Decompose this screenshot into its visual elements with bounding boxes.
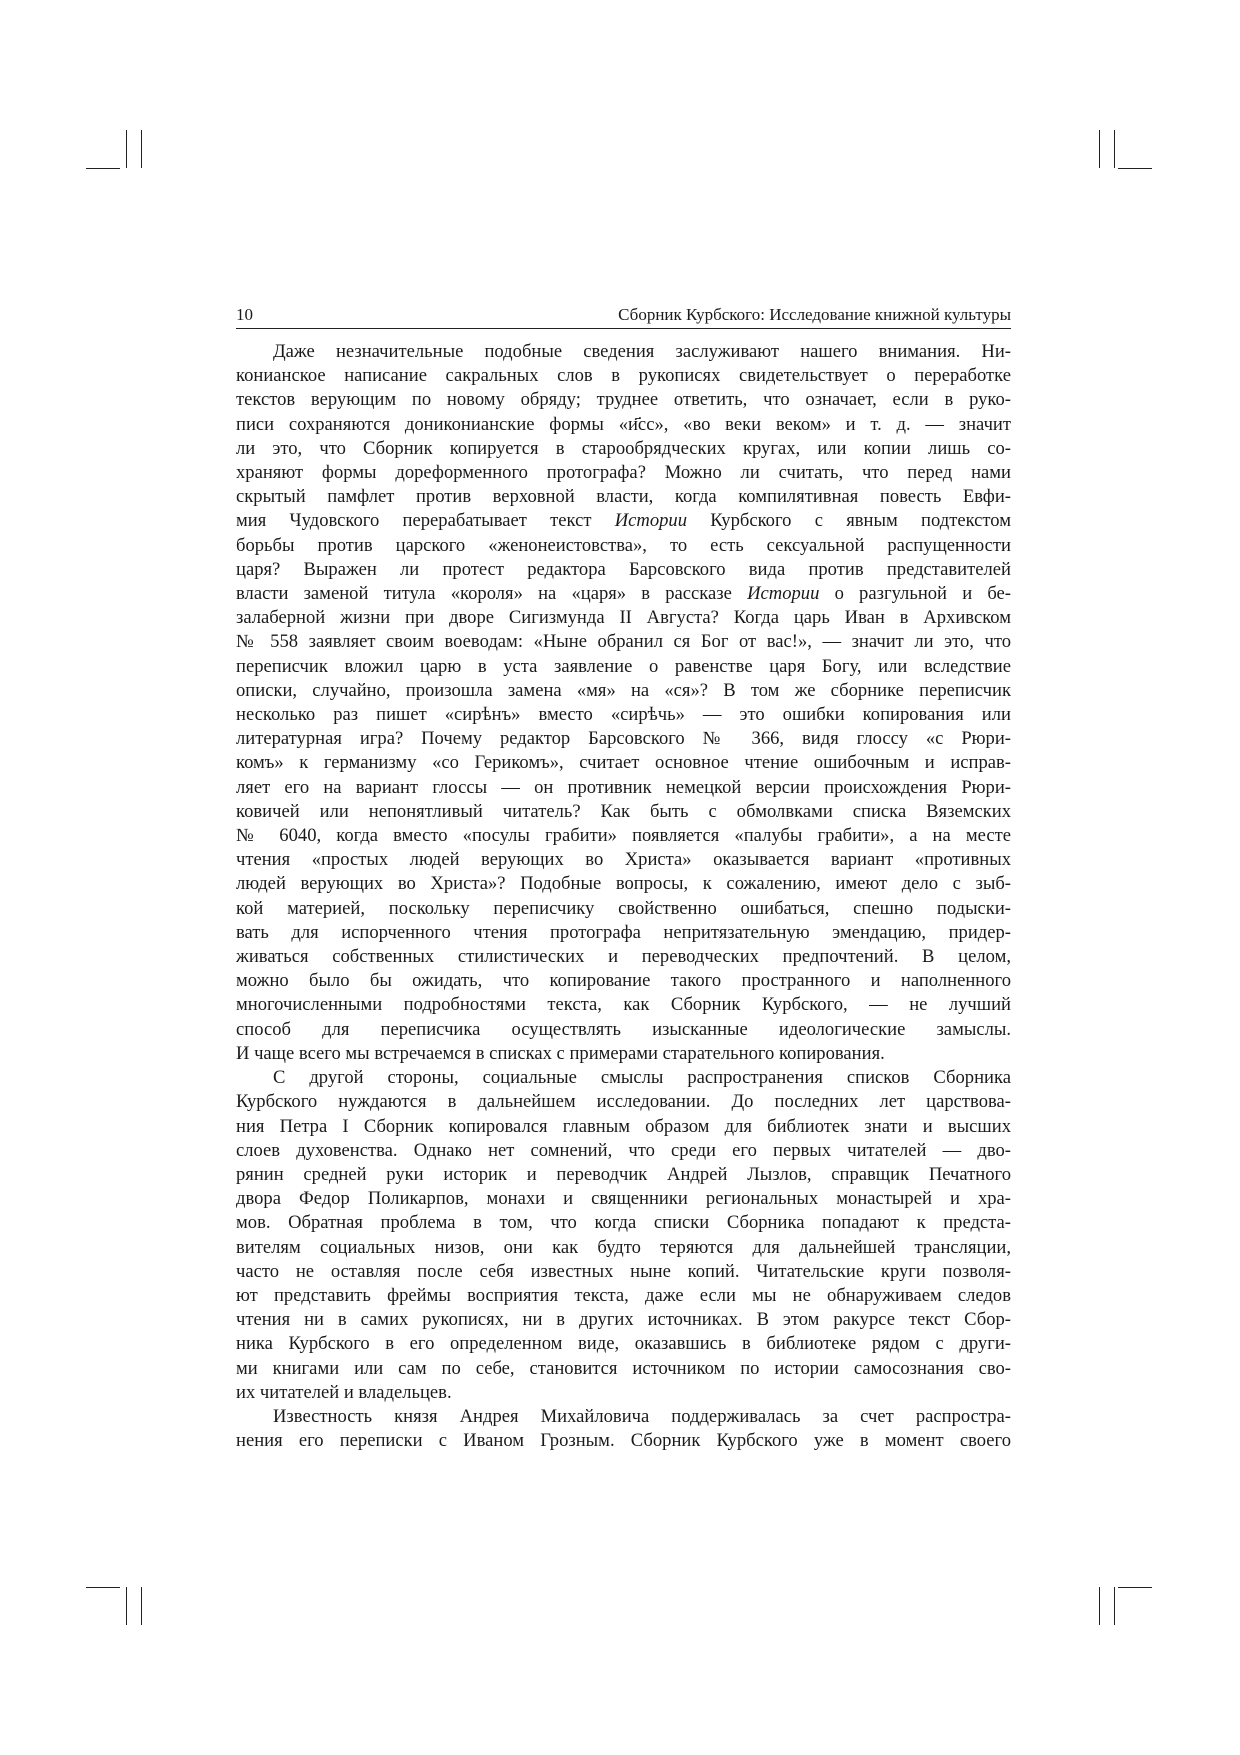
page-number: 10 — [236, 305, 253, 324]
text-line: комъ» к германизму «со Герикомъ», считает основное чтение ошибочным и исправ- — [236, 752, 1011, 774]
text-line: многочисленными подробностями текста, как Сборник Курбского, — не лучший — [236, 994, 1011, 1016]
text-line: борьбы против царского «женонеистовства», то есть сексуальной распущенности — [236, 534, 1011, 556]
crop-mark-bottom-left-h — [86, 1587, 120, 1588]
text-line: ли это, что Сборник копируется в старообрядческих кругах, или копии лишь со- — [236, 437, 1011, 459]
text-line: ют представить фреймы восприятия текста, даже если мы не обнаруживаем следов — [236, 1284, 1011, 1306]
paragraph — [236, 1405, 1011, 1453]
crop-mark-top-left-v2 — [141, 130, 142, 168]
text-line: мов. Обратная проблема в том, что когда списки Сборника попадают к предста- — [236, 1212, 1011, 1234]
text-line: конианское написание сакральных слов в рукописях свидетельствует о переработке — [236, 365, 1011, 387]
text-line: нения его переписки с Иваном Грозным. Сборник Курбского уже в момент своего — [236, 1430, 1011, 1452]
running-title: Сборник Курбского: Исследование книжной культуры — [618, 305, 1011, 324]
text-line: ния Петра I Сборник копировался главным образом для библиотек знати и высших — [236, 1115, 1011, 1137]
text-line: текстов верующим по новому обряду; труднее ответить, что означает, если в руко- — [236, 389, 1011, 411]
text-line: часто не оставляя после себя известных ныне копий. Читательские круги позволя- — [236, 1260, 1011, 1282]
text-line: двора Федор Поликарпов, монахи и священники региональных монастырей и хра- — [236, 1188, 1011, 1210]
text-line: вителям социальных низов, они как будто теряются для дальнейшей трансляции, — [236, 1236, 1011, 1258]
paragraph — [236, 340, 1011, 1066]
crop-mark-top-left-v1 — [126, 130, 127, 168]
text-line: ника Курбского в его определенном виде, оказавшись в библиотеке рядом с други- — [236, 1333, 1011, 1355]
text-line: чтения «простых людей верующих во Христа» оказывается вариант «противных — [236, 849, 1011, 871]
text-line: кой материей, поскольку переписчику свойственно ошибаться, спешно подыски- — [236, 897, 1011, 919]
text-line: власти заменой титула «короля» на «царя» в рассказе Истории о разгульной и бе- — [236, 583, 1011, 605]
text-line: залаберной жизни при дворе Сигизмунда II Августа? Когда царь Иван в Архивском — [236, 607, 1011, 629]
text-line: Даже незначительные подобные сведения заслуживают нашего внимания. Ни- — [273, 341, 1011, 362]
crop-mark-bottom-left-v1 — [126, 1587, 127, 1625]
running-head — [236, 302, 1011, 329]
text-line: № 6040, когда вместо «посулы грабити» появляется «палубы грабити», а на месте — [236, 825, 1011, 847]
text-line: описки, случайно, произошла замена «мя» на «ся»? В том же сборнике переписчик — [236, 679, 1011, 701]
crop-mark-top-right-h — [1118, 168, 1152, 169]
text-line: Курбского нуждаются в дальнейшем исследовании. До последних лет царствова- — [236, 1091, 1011, 1113]
text-line: храняют формы дореформенного протографа? Можно ли считать, что перед нами — [236, 462, 1011, 484]
text-line: № 558 заявляет своим воеводам: «Ныне обранил ся Бог от вас!», — значит ли это, что — [236, 631, 1011, 653]
text-line: ми книгами или сам по себе, становится источником по истории самосознания сво- — [236, 1357, 1011, 1379]
text-line: Известность князя Андрея Михайловича поддерживалась за счет распростра- — [273, 1405, 1011, 1427]
text-line: литературная игра? Почему редактор Барсовского № 366, видя глоссу «с Рюри- — [236, 728, 1011, 750]
text-line: переписчик вложил царю в уста заявление о равенстве царя Богу, или вследствие — [236, 655, 1011, 677]
text-line: слоев духовенства. Однако нет сомнений, что среди его первых читателей — дво- — [236, 1139, 1011, 1161]
text-line: чтения ни в самих рукописях, ни в других источниках. В этом ракурсе текст Сбор- — [236, 1309, 1011, 1331]
text-line: вать для испорченного чтения протографа непритязательную эмендацию, придер- — [236, 921, 1011, 943]
text-line: ковичей или непонятливый читатель? Как быть с обмолвками списка Вяземских — [236, 800, 1011, 822]
text-line: писи сохраняются дониконианские формы «и҃сс», «во веки веком» и т. д. — значит — [236, 413, 1011, 435]
text-line: несколько раз пишет «сирѣнъ» вместо «сирѣчь» — это ошибки копирования или — [236, 704, 1011, 726]
text-line: И чаще всего мы встречаемся в списках с примерами старательного копирования. — [236, 1042, 885, 1064]
crop-mark-bottom-right-v2 — [1114, 1587, 1115, 1625]
crop-mark-bottom-right-v1 — [1099, 1587, 1100, 1625]
crop-mark-bottom-left-v2 — [141, 1587, 142, 1625]
crop-mark-bottom-right-h — [1118, 1587, 1152, 1588]
text-line: мия Чудовского перерабатывает текст Истории Курбского с явным подтекстом — [236, 510, 1011, 532]
paragraph — [236, 1066, 1011, 1405]
text-line: можно было бы ожидать, что копирование такого пространного и наполненного — [236, 970, 1011, 992]
crop-mark-top-right-v1 — [1099, 130, 1100, 168]
body-text — [236, 340, 1011, 1453]
text-line: способ для переписчика осуществлять изысканные идеологические замыслы. — [236, 1018, 1011, 1040]
crop-mark-top-right-v2 — [1114, 130, 1115, 168]
text-line: рянин средней руки историк и переводчик Андрей Лызлов, справщик Печатного — [236, 1163, 1011, 1185]
text-line: живаться собственных стилистических и переводческих предпочтений. В целом, — [236, 946, 1011, 968]
text-line: ляет его на вариант глоссы — он противник немецкой версии происхождения Рюри- — [236, 776, 1011, 798]
text-line: их читателей и владельцев. — [236, 1381, 452, 1403]
text-line: скрытый памфлет против верховной власти, когда компилятивная повесть Евфи- — [236, 486, 1011, 508]
text-line: царя? Выражен ли протест редактора Барсовского вида против представителей — [236, 558, 1011, 580]
text-line: С другой стороны, социальные смыслы распространения списков Сборника — [273, 1067, 1011, 1089]
text-line: людей верующих во Христа»? Подобные вопросы, к сожалению, имеют дело с зыб- — [236, 873, 1011, 895]
crop-mark-top-left-h — [86, 168, 120, 169]
